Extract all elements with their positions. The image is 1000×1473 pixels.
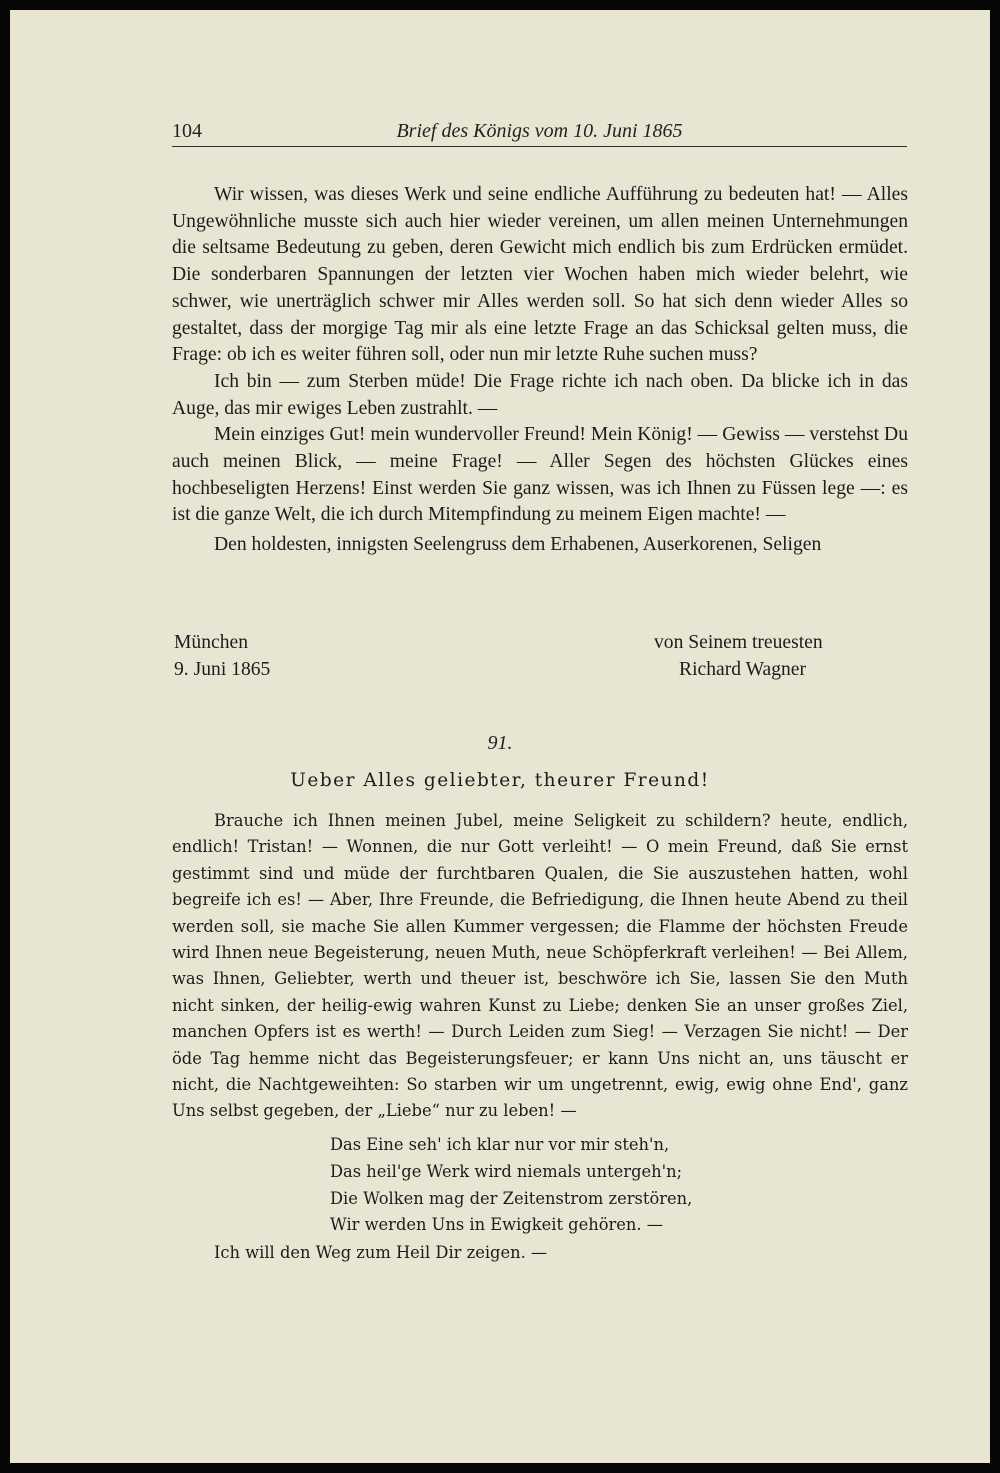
paragraph: Brauche ich Ihnen meinen Jubel, meine Seligkeit zu schildern? heute, endlich, endlich! Tristan! — Wonnen, die nur Gott verleiht! — O mein Freund, daß Sie ernst gestimmt sind und müde der furchtbaren Qualen, die Sie auszustehen hatten, wohl begreife ich es! — Aber, Ihre Freunde, die Befriedigung, die Ihnen heute Abend zu theil werden soll, sie mache Sie allen Kummer vergessen; die Flamme der höchsten Freude wird Ihnen neue Begeisterung, neuen Muth, neue Schöpferkraft verleihen! — Bei Allem, was Ihnen, Geliebter, werth und theuer ist, beschwöre ich Sie, lassen Sie den Muth nicht sinken, der heilig-ewig wahren Kunst zu Liebe; denken Sie an unser großes Ziel, manchen Opfers ist es werth! — Durch Leiden zum Sieg! — Verzagen Sie nicht! — Der öde Tag hemme nicht das Begeisterungsfeuer; er kann Uns nicht an, uns täuscht er nicht, die Nachtgeweihten: So starben wir um ungetrennt, ewig, ewig ohne End', ganz Uns selbst gegeben, der „Liebe“ nur zu leben! — xyxy=(172,811,908,1121)
king-letter-body xyxy=(172,808,908,1125)
date: 9. Juni 1865 xyxy=(174,658,271,680)
book-page xyxy=(10,10,990,1463)
place-and-date xyxy=(174,630,270,683)
closing-greeting: Den holdesten, innigsten Seelengruss dem Erhabenen, Auserkorenen, Seligen xyxy=(214,534,822,556)
verse-line: Das Eine seh' ich klar nur vor mir steh'n, xyxy=(330,1135,670,1154)
verse-line: Das heil'ge Werk wird niemals untergeh'n; xyxy=(330,1161,683,1181)
paragraph: Ich bin — zum Sterben müde! Die Frage richte ich nach oben. Da blicke ich in das Auge, das mir ewiges Leben zustrahlt. — xyxy=(172,370,908,419)
verse-line: Wir werden Uns in Ewigkeit gehören. — xyxy=(330,1215,664,1235)
wagner-letter-body xyxy=(172,182,908,559)
signature: Richard Wagner xyxy=(679,658,807,680)
signoff: von Seinem treuesten xyxy=(654,632,823,653)
place: München xyxy=(174,632,249,653)
salutation: Ueber Alles geliebter, theurer Freund! xyxy=(290,770,710,791)
page-number: 104 xyxy=(172,120,202,142)
signature-block xyxy=(654,630,874,683)
page-header xyxy=(172,116,907,147)
running-title: Brief des Königs vom 10. Juni 1865 xyxy=(396,120,683,142)
final-line: Ich will den Weg zum Heil Dir zeigen. — xyxy=(214,1243,548,1262)
verse xyxy=(330,1132,692,1239)
letter-number: 91. xyxy=(487,732,513,754)
paragraph: Mein einziges Gut! mein wundervoller Freund! Mein König! — Gewiss — verstehst Du auch meinen Blick, — meine Frage! — Aller Segen des höchsten Glückes eines hochbeseligten Herzens! Einst werden Sie ganz wissen, was ich Ihnen zu Füssen lege —: es ist die ganze Welt, die ich durch Mitempfindung zu meinem Eigen machte! — xyxy=(172,424,908,526)
verse-line: Die Wolken mag der Zeitenstrom zerstören, xyxy=(330,1188,693,1208)
paragraph: Wir wissen, was dieses Werk und seine endliche Aufführung zu bedeuten hat! — Alles Ungewöhnliche musste sich auch hier wieder vereinen, um allen meinen Unternehmungen die seltsame Bedeutung zu geben, deren Gewicht mich endlich bis zum Erdrücken ermüdet. Die sonderbaren Spannungen der letzten vier Wochen haben mich wieder belehrt, wie schwer, wie unerträglich schwer mir Alles werden soll. So hat sich denn wieder Alles so gestaltet, dass der morgige Tag mir als eine letzte Frage an das Schicksal gelten muss, die Frage: ob ich es weiter führen soll, oder nun mir letzte Ruhe suchen muss? xyxy=(172,184,908,366)
